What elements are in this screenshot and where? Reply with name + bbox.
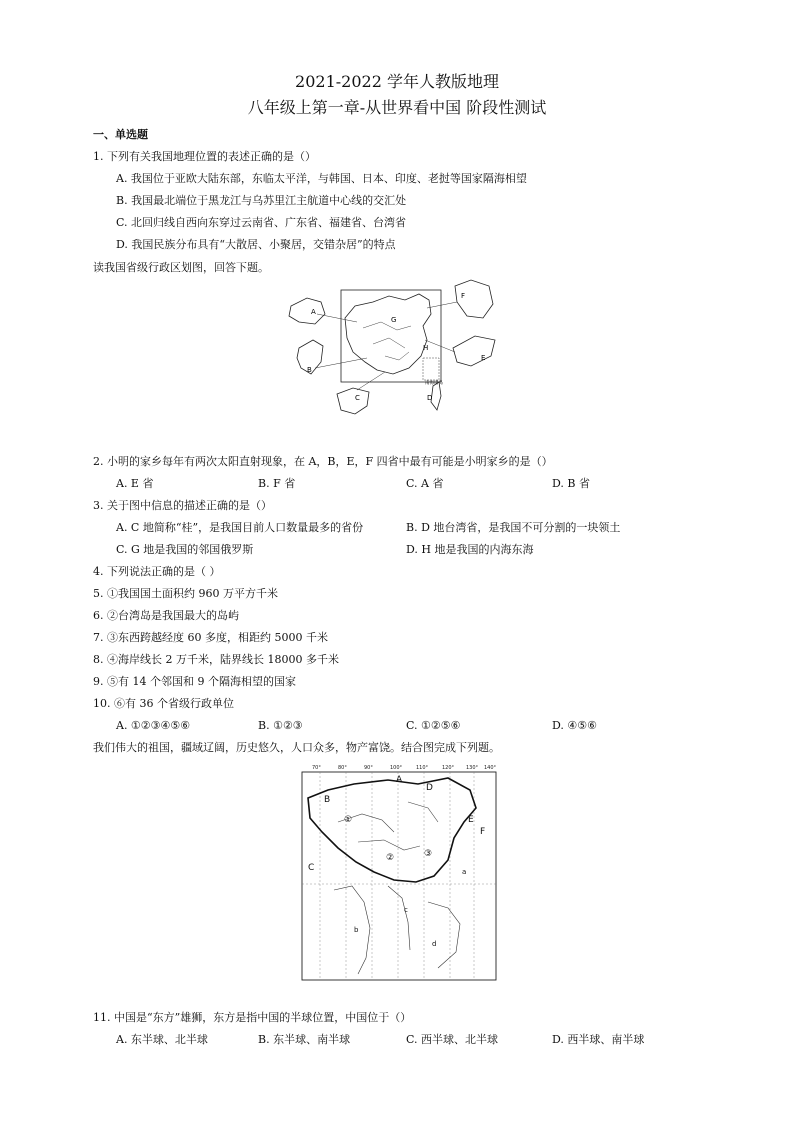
map2-frame: [302, 772, 496, 980]
svg-text:A: A: [396, 775, 403, 785]
section-heading: 一、单选题: [93, 128, 148, 141]
question-2-option-c: C. A 省: [406, 477, 444, 490]
graticule: [302, 772, 496, 980]
svg-text:d: d: [432, 940, 437, 948]
page-title-line1: 2021-2022 学年人教版地理: [295, 72, 499, 91]
province-c-shape: [337, 388, 369, 414]
question-8-stem: 8. ④海岸线长 2 万千米，陆界线长 18000 多千米: [93, 653, 339, 666]
question-2-option-d: D. B 省: [552, 477, 591, 490]
question-10-option-c: C. ①②⑤⑥: [406, 719, 461, 732]
svg-text:120°: 120°: [442, 765, 455, 771]
question-11-option-c: C. 西半球、北半球: [406, 1033, 499, 1046]
svg-text:c: c: [404, 906, 408, 914]
province-a-shape: [289, 298, 325, 324]
question-1-option-b: B. 我国最北端位于黑龙江与乌苏里江主航道中心线的交汇处: [116, 194, 407, 207]
question-2-option-b: B. F 省: [258, 477, 296, 490]
svg-text:a: a: [462, 868, 467, 876]
svg-text:140°: 140°: [484, 765, 497, 771]
question-6-stem: 6. ②台湾岛是我国最大的岛屿: [93, 609, 239, 622]
svg-text:①: ①: [344, 815, 353, 825]
question-9-stem: 9. ⑤有 14 个邻国和 9 个隔海相望的国家: [93, 675, 296, 688]
svg-text:F: F: [480, 827, 486, 837]
map1-label-h: H: [423, 344, 429, 352]
svg-text:B: B: [324, 795, 331, 805]
svg-text:②: ②: [386, 853, 395, 863]
question-5-stem: 5. ①我国国土面积约 960 万平方千米: [93, 587, 278, 600]
map1-label-g: G: [391, 316, 397, 324]
svg-text:b: b: [354, 926, 359, 934]
question-4-stem: 4. 下列说法正确的是（ ）: [93, 565, 221, 578]
svg-text:110°: 110°: [416, 765, 429, 771]
question-11-option-b: B. 东半球、南半球: [258, 1033, 351, 1046]
map1-label-a: A: [311, 308, 316, 316]
question-1-option-a: A. 我国位于亚欧大陆东部，东临太平洋，与韩国、日本、印度、老挝等国家隔海相望: [116, 172, 527, 185]
svg-text:70°: 70°: [312, 765, 321, 771]
question-2-option-a: A. E 省: [116, 477, 154, 490]
question-10-stem: 10. ⑥有 36 个省级行政单位: [93, 697, 234, 710]
svg-text:D: D: [426, 783, 433, 793]
question-7-stem: 7. ③东西跨越经度 60 多度，相距约 5000 千米: [93, 631, 328, 644]
question-10-option-d: D. ④⑤⑥: [552, 719, 598, 732]
svg-text:③: ③: [424, 849, 433, 859]
svg-text:90°: 90°: [364, 765, 373, 771]
province-map-figure: [285, 278, 505, 430]
question-10-option-a: A. ①②③④⑤⑥: [116, 719, 191, 732]
question-11-option-d: D. 西半球、南半球: [552, 1033, 645, 1046]
question-3-option-d: D. H 地是我国的内海东海: [406, 543, 534, 556]
question-1-stem: 1. 下列有关我国地理位置的表述正确的是（）: [93, 150, 316, 163]
svg-text:100°: 100°: [390, 765, 403, 771]
province-d-shape: [431, 382, 441, 410]
longitude-ticks: [312, 765, 497, 771]
question-11-stem: 11. 中国是“东方”雄狮，东方是指中国的半球位置，中国位于（）: [93, 1011, 412, 1024]
inset-label: 南海诸岛: [425, 381, 443, 386]
southern-coastlines: [334, 886, 460, 974]
question-10-option-b: B. ①②③: [258, 719, 303, 732]
page-title-line2: 八年级上第一章-从世界看中国 阶段性测试: [247, 98, 547, 117]
map1-label-e: E: [481, 354, 486, 362]
map2-intro: 我们伟大的祖国，疆域辽阔，历史悠久，人口众多，物产富饶。结合图完成下列题。: [93, 741, 500, 754]
south-china-sea-inset: [423, 358, 439, 380]
question-11-option-a: A. 东半球、北半球: [116, 1033, 208, 1046]
svg-text:E: E: [468, 815, 474, 825]
china-outline: [345, 294, 431, 374]
map1-label-b: B: [307, 366, 312, 374]
question-3-option-a: A. C 地简称“桂”，是我国目前人口数量最多的省份: [116, 521, 364, 534]
map1-label-d: D: [427, 394, 433, 402]
question-3-stem: 3. 关于图中信息的描述正确的是（）: [93, 499, 272, 512]
province-e-shape: [453, 336, 495, 366]
question-1-option-d: D. 我国民族分布具有“大散居、小聚居，交错杂居”的特点: [116, 238, 396, 251]
question-3-option-b: B. D 地台湾省，是我国不可分割的一块领土: [406, 521, 621, 534]
svg-text:130°: 130°: [466, 765, 479, 771]
map1-intro: 读我国省级行政区划图，回答下题。: [93, 261, 269, 274]
svg-text:80°: 80°: [338, 765, 347, 771]
province-boundaries: [363, 322, 411, 360]
internal-boundaries: [338, 802, 438, 850]
question-2-stem: 2. 小明的家乡每年有两次太阳直射现象，在 A，B，E，F 四省中最有可能是小明家乡的是（）: [93, 455, 553, 468]
question-3-option-c: C. G 地是我国的邻国俄罗斯: [116, 543, 254, 556]
question-1-option-c: C. 北回归线自西向东穿过云南省、广东省、福建省、台湾省: [116, 216, 407, 229]
china-neighbors-map-figure: [298, 762, 500, 984]
svg-text:C: C: [308, 863, 315, 873]
map1-label-c: C: [355, 394, 360, 402]
map1-label-f: F: [461, 292, 466, 300]
